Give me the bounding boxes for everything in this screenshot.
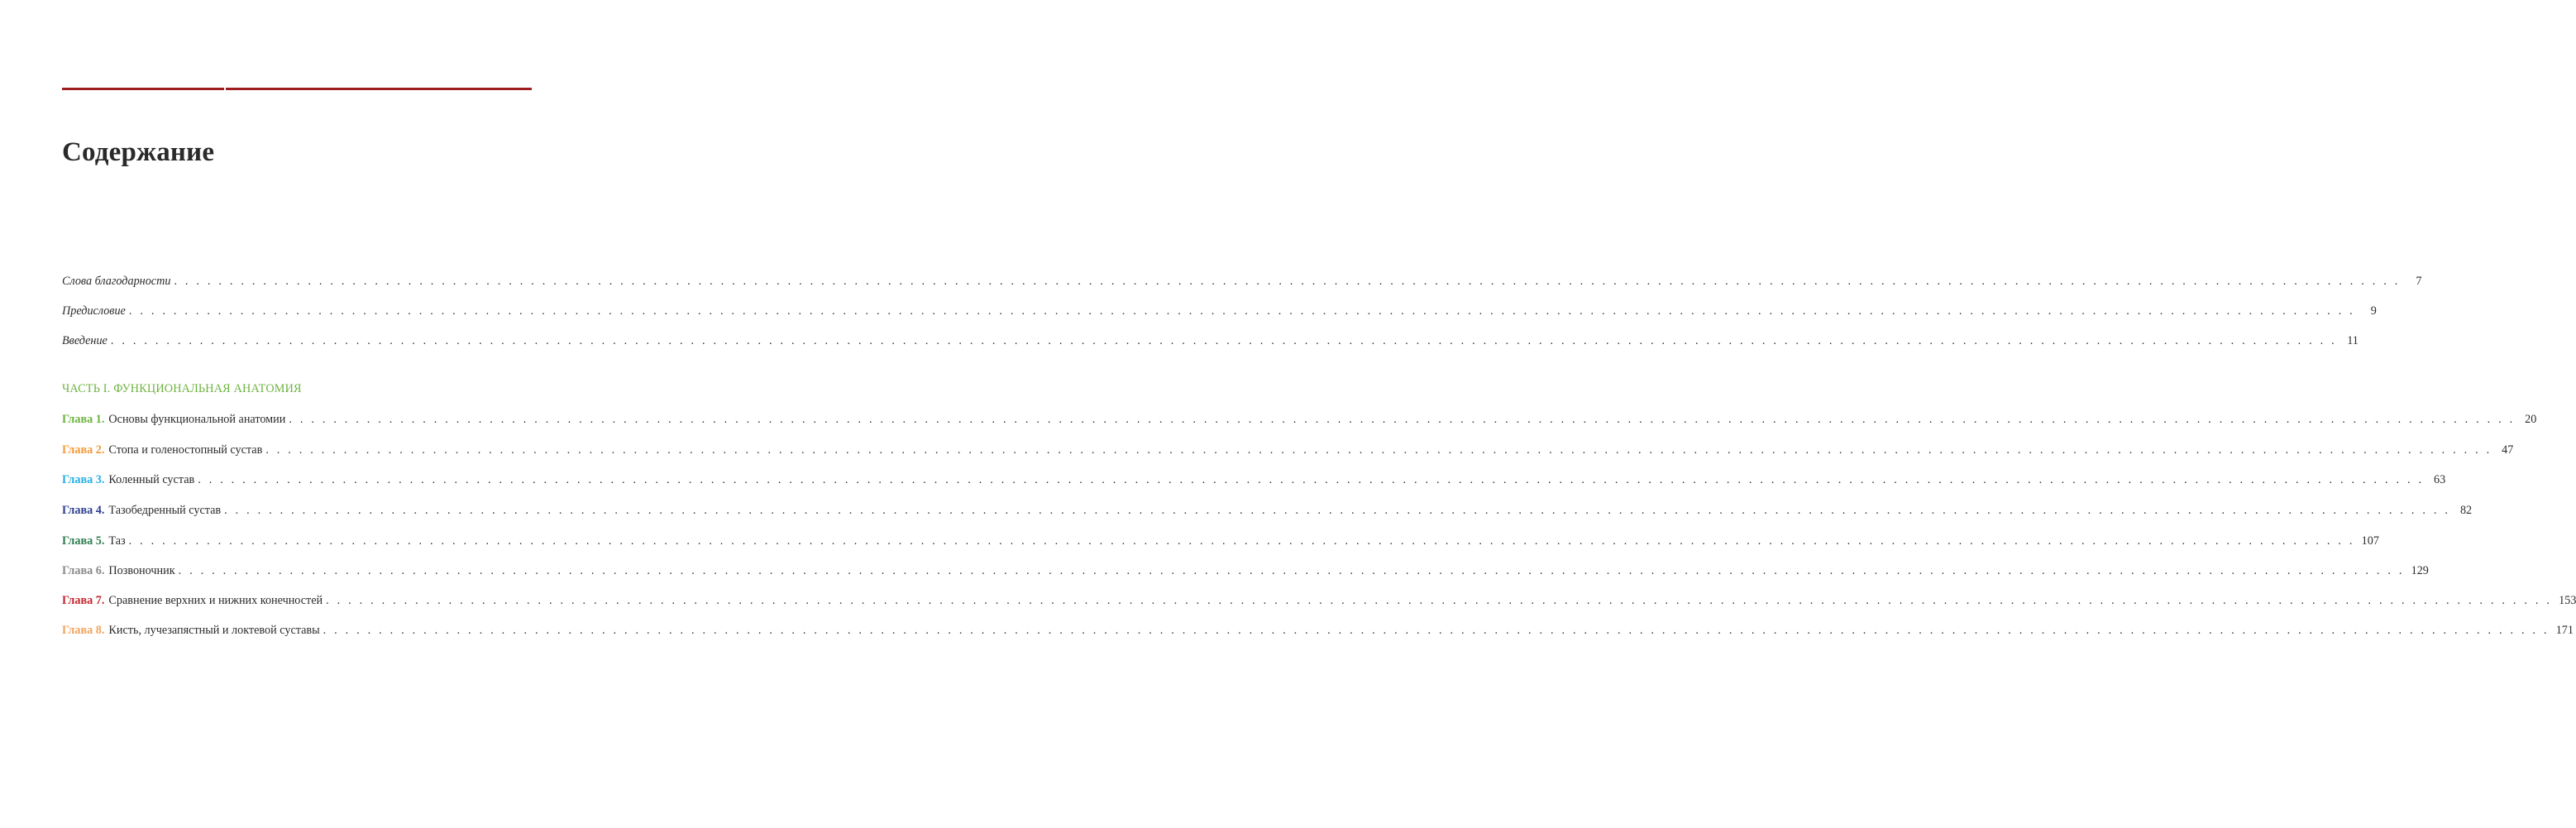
toc-page-number: 63 [2434, 473, 2446, 486]
toc-entry-chapter-3[interactable] [62, 470, 2446, 490]
chapter-title: Кисть, лучезапястный и локтевой суставы [108, 624, 320, 637]
chapter-title: Тазобедренный сустав [108, 504, 222, 517]
chapter-number: Глава 4. [62, 504, 105, 517]
toc-entry-chapter-2[interactable] [62, 440, 2514, 460]
toc-entry-chapter-6[interactable] [62, 561, 2429, 581]
chapter-title: Таз [108, 534, 126, 548]
toc-page-number: 20 [2525, 413, 2537, 426]
toc-page-number: 129 [2411, 564, 2429, 577]
toc-entry-label: Предисловие [62, 304, 126, 318]
chapter-number: Глава 6. [62, 564, 105, 577]
header-rule [62, 88, 532, 90]
chapter-number: Глава 2. [62, 443, 105, 457]
dot-leader: . . . . . . . . . . . . . . . . . . . . . . . . . . . . . . . . . . . . . . . . . . . . . . . . . . . . . . . . . . . . . . . . . . . . . . . . . . . . . . . . . . . . . . . . . . . . . . . . . . . . . . . . . . . . . . . . . . . . . . . . . . . . . . . . . . . . . . . . . . . . . . . . . . . . . . . . . . . . . . . . . . . . . . . . . . . . . . . . . . . . . . . . . . . . . . . . . . . . . . . . [323, 624, 2550, 637]
chapter-number: Глава 3. [62, 473, 105, 486]
dot-leader: . . . . . . . . . . . . . . . . . . . . . . . . . . . . . . . . . . . . . . . . . . . . . . . . . . . . . . . . . . . . . . . . . . . . . . . . . . . . . . . . . . . . . . . . . . . . . . . . . . . . . . . . . . . . . . . . . . . . . . . . . . . . . . . . . . . . . . . . . . . . . . . . . . . . . . . . . . . . . . . . . . . . . . . . . . . . . . . . . . . . . . . . . . . . . . . . . . . . . . . . [174, 275, 2401, 288]
page-title: Содержание [62, 137, 215, 167]
toc-page-number: 107 [2361, 534, 2379, 548]
toc-entry-chapter-1[interactable] [62, 409, 2537, 429]
toc-page-number: 7 [2416, 275, 2422, 288]
toc-page-number: 47 [2502, 443, 2514, 457]
toc-page-number: 11 [2347, 334, 2359, 347]
toc-entry-acknowledgements[interactable] [62, 271, 2422, 291]
dot-leader: . . . . . . . . . . . . . . . . . . . . . . . . . . . . . . . . . . . . . . . . . . . . . . . . . . . . . . . . . . . . . . . . . . . . . . . . . . . . . . . . . . . . . . . . . . . . . . . . . . . . . . . . . . . . . . . . . . . . . . . . . . . . . . . . . . . . . . . . . . . . . . . . . . . . . . . . . . . . . . . . . . . . . . . . . . . . . . . . . . . . . . . . . . . . . . . . . . . . . . . . [289, 413, 2516, 426]
toc-entry-chapter-7[interactable] [62, 591, 2576, 610]
toc-entry-chapter-8[interactable] [62, 620, 2574, 640]
dot-leader: . . . . . . . . . . . . . . . . . . . . . . . . . . . . . . . . . . . . . . . . . . . . . . . . . . . . . . . . . . . . . . . . . . . . . . . . . . . . . . . . . . . . . . . . . . . . . . . . . . . . . . . . . . . . . . . . . . . . . . . . . . . . . . . . . . . . . . . . . . . . . . . . . . . . . . . . . . . . . . . . . . . . . . . . . . . . . . . . . . . . . . . . . . . . . . . . . . . . . . . . [128, 304, 2355, 318]
toc-entry-chapter-4[interactable] [62, 500, 2473, 520]
part-heading: ЧАСТЬ I. ФУНКЦИОНАЛЬНАЯ АНАТОМИЯ [62, 382, 302, 395]
dot-leader: . . . . . . . . . . . . . . . . . . . . . . . . . . . . . . . . . . . . . . . . . . . . . . . . . . . . . . . . . . . . . . . . . . . . . . . . . . . . . . . . . . . . . . . . . . . . . . . . . . . . . . . . . . . . . . . . . . . . . . . . . . . . . . . . . . . . . . . . . . . . . . . . . . . . . . . . . . . . . . . . . . . . . . . . . . . . . . . . . . . . . . . . . . . . . . . . . . . . . . . . [326, 594, 2553, 607]
chapter-title: Коленный сустав [108, 473, 195, 486]
chapter-number: Глава 8. [62, 624, 105, 637]
toc-page-number: 171 [2555, 624, 2574, 637]
chapter-number: Глава 1. [62, 413, 105, 426]
dot-leader: . . . . . . . . . . . . . . . . . . . . . . . . . . . . . . . . . . . . . . . . . . . . . . . . . . . . . . . . . . . . . . . . . . . . . . . . . . . . . . . . . . . . . . . . . . . . . . . . . . . . . . . . . . . . . . . . . . . . . . . . . . . . . . . . . . . . . . . . . . . . . . . . . . . . . . . . . . . . . . . . . . . . . . . . . . . . . . . . . . . . . . . . . . . . . . . . . . . . . . . . [110, 334, 2337, 347]
toc-page-number: 9 [2370, 304, 2377, 318]
dot-leader: . . . . . . . . . . . . . . . . . . . . . . . . . . . . . . . . . . . . . . . . . . . . . . . . . . . . . . . . . . . . . . . . . . . . . . . . . . . . . . . . . . . . . . . . . . . . . . . . . . . . . . . . . . . . . . . . . . . . . . . . . . . . . . . . . . . . . . . . . . . . . . . . . . . . . . . . . . . . . . . . . . . . . . . . . . . . . . . . . . . . . . . . . . . . . . . . . . . . . . . . [198, 473, 2425, 486]
toc-page-number: 153 [2559, 594, 2576, 607]
toc-entry-preface[interactable] [62, 301, 2377, 321]
toc-page-number: 82 [2459, 504, 2473, 517]
chapter-title: Основы функциональной анатомии [108, 413, 286, 426]
chapter-title: Стопа и голеностопный сустав [108, 443, 263, 457]
toc-entry-label: Введение [62, 334, 108, 347]
toc-entry-introduction[interactable] [62, 331, 2359, 351]
chapter-number: Глава 7. [62, 594, 105, 607]
dot-leader: . . . . . . . . . . . . . . . . . . . . . . . . . . . . . . . . . . . . . . . . . . . . . . . . . . . . . . . . . . . . . . . . . . . . . . . . . . . . . . . . . . . . . . . . . . . . . . . . . . . . . . . . . . . . . . . . . . . . . . . . . . . . . . . . . . . . . . . . . . . . . . . . . . . . . . . . . . . . . . . . . . . . . . . . . . . . . . . . . . . . . . . . . . . . . . . . . . . . . . . . [128, 534, 2355, 548]
chapter-title: Сравнение верхних и нижних конечностей [108, 594, 323, 607]
dot-leader: . . . . . . . . . . . . . . . . . . . . . . . . . . . . . . . . . . . . . . . . . . . . . . . . . . . . . . . . . . . . . . . . . . . . . . . . . . . . . . . . . . . . . . . . . . . . . . . . . . . . . . . . . . . . . . . . . . . . . . . . . . . . . . . . . . . . . . . . . . . . . . . . . . . . . . . . . . . . . . . . . . . . . . . . . . . . . . . . . . . . . . . . . . . . . . . . . . . . . . . . [178, 564, 2405, 577]
chapter-title: Позвоночник [108, 564, 175, 577]
toc-entry-chapter-5[interactable] [62, 531, 2379, 551]
dot-leader: . . . . . . . . . . . . . . . . . . . . . . . . . . . . . . . . . . . . . . . . . . . . . . . . . . . . . . . . . . . . . . . . . . . . . . . . . . . . . . . . . . . . . . . . . . . . . . . . . . . . . . . . . . . . . . . . . . . . . . . . . . . . . . . . . . . . . . . . . . . . . . . . . . . . . . . . . . . . . . . . . . . . . . . . . . . . . . . . . . . . . . . . . . . . . . . . . . . . . . . . [265, 443, 2492, 457]
chapter-number: Глава 5. [62, 534, 105, 548]
toc-entry-label: Слова благодарности [62, 275, 171, 288]
dot-leader: . . . . . . . . . . . . . . . . . . . . . . . . . . . . . . . . . . . . . . . . . . . . . . . . . . . . . . . . . . . . . . . . . . . . . . . . . . . . . . . . . . . . . . . . . . . . . . . . . . . . . . . . . . . . . . . . . . . . . . . . . . . . . . . . . . . . . . . . . . . . . . . . . . . . . . . . . . . . . . . . . . . . . . . . . . . . . . . . . . . . . . . . . . . . . . . . . . . . . . . . [224, 504, 2451, 517]
